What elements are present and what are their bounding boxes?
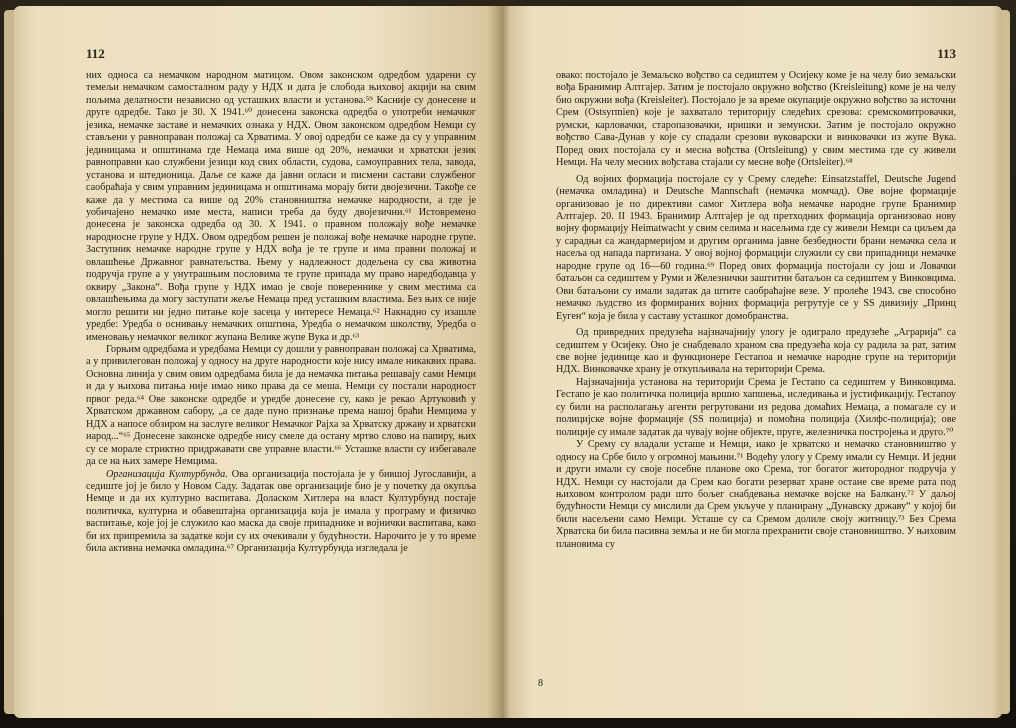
section-text: Ова организација постојала је у бившој Југославији, а седиште јој је било у Новом Саду. Задатак ове организације био је у почетку да окупља Немце и да их културно васпитава. Доласком Хитлера на власт Културбунд постаје политичка, културна и обавештајна организација која је имала у програму и физичко васпитање, које јој је служило као маска да своје припаднике и војнички васпитава, како би их припремила за задатке који су их очекивали у будућности. Нарочито је у то време била активна немачка омладина.⁶⁷ Организација Културбунда изгледала је xyxy=(86,468,476,555)
left-page-text xyxy=(86,70,476,556)
paragraph: Од привредних предузећа најзначајнију улогу је одиграло предузеће „Аграрија“ са седиштем у Осијеку. Оно је снабдевало храном сва предузећа која су радила за рат, затим све војне јединице као и функционере Гестапоа и немачке народне групе на територији НДХ. Винковачке храну је откупљивала на територији Срема. xyxy=(556,327,956,376)
paragraph xyxy=(86,469,476,556)
left-page-number: 112 xyxy=(86,46,105,61)
paragraph: Од војних формација постојале су у Срему следеће: Einsatzstaffel, Deutsche Jugend (немачка омладина) и Deutsche Mannschaft (немачка момчад). Ове војне формације организовао је по директиви самог Хитлера вођа немачке народне групе Бранимир Алтгајер. 20. II 1943. Бранимир Алтгајер је од претходних формација организовао нову војну формацију Heimatwacht у свим селима и насељима где су живели Немци са циљем да у сарадњи са жандармеријом и другим органима јавне безбедности брани немачка села и насеља од напада партизана. У овој војној формацији служили су сви припадници немачке народне групе од 16—60 година.⁶⁹ Поред ових формација постојали су још и Ловачки батаљон са седиштем у Руми и Железнички заштитни батаљон са седиштем у Винковцима. Ови батаљони су имали задатак да штите саобраћајне везе. У пролеће 1943. све способно немачко људство из формираних војних формација регрутује се у SS дивизију „Принц Еуген“ која је била у саставу усташког домобранства. xyxy=(556,173,956,322)
paragraph: Горњим одредбама и уредбама Немци су дошли у равноправан положај са Хрватима, а у привилегован положај у односу на друге народности које нису имале никаквих права. Основна линија у свим овим одредбама била је да немачка питања решавају сами Немци и да у њихова питања није имао нико права да се меша. Немци су постали народност првог реда.⁶⁴ Ове законске одредбе и уредбе донесене су, како је рекао Артуковић у Хрватском државном сабору, „а се даде пуно признање према нашој браћи Немцима у НДХ а напосе обзиром на заслуге великог Немачког Рајха за Хрватску државу и хрватски народ...“⁶⁵ Донесене законске одредбе нису смеле да остану мртво слово на папиру, њих су се морале стриктно придржавати све управне власти.⁶⁶ Усташке власти су избегавале да се на њих замере Немцима. xyxy=(86,343,476,468)
signature-mark: 8 xyxy=(538,678,543,689)
right-page-number: 113 xyxy=(937,46,956,61)
paragraph: Најзначајнија установа на територији Срема је Гестапо са седиштем у Винковцима. Гестапо је као политичка полиција вршио хапшења, иследивања и јустификацију. Гестапоу су били на располагању агенти регрутовани из редова домаћих Немаца, а помагале су и полицијске војне формације (SS полиција) и помоћна полиција (Хилфс-полиција); ове полиције су имале задатак да чувају војне објекте, пруге, железничка постројења и друго.⁷⁰ xyxy=(556,376,956,438)
right-page xyxy=(502,6,1002,718)
left-page xyxy=(14,6,502,718)
section-title: Организација Културбунда. xyxy=(106,468,228,480)
paragraph: них односа са немачком народном матицом. Овом законском одредбом ударени су темељи немачком самосталном раду у НДХ и дата је слобода њиховој акцији на свим пољима делатности независно од усташких власти и установа.⁵⁹ Касније су донесене и друге одредбе. Тако је 30. X 1941.⁶⁰ донесена законска одредба о употреби немачког језика, немачке заставе и немачких ознака у НДХ. Овом законском одредбом Немци су стављени у равноправан положај са Хрватима. У овој одредби се каже да су у управним јединицама и општинама где Немаца има више од 20%, немачки и хрватски језик равноправни као службени језици код свих области, судова, самоуправних тела, завода, установа и штедионица. Даље се каже да јавни огласи и писмени састави службеног саобраћаја у свим управним јединицама и општинама морају бити двојезични. Такође се каже да у местима са више од 20% становништва немачке народности, а где је уобичајено немачко име места, написи треба да буду двојезични.⁶¹ Истовремено донесена је законска одредба од 30. X 1941. о правном положају вође немачке народносне групе у НДХ. Овом одредбом решен је положај вође немачке народне групе. Заступник немачке народне групе у НДХ вођа је те групе и има правни положај и овлашћење Државног равнатељства. Њему у надлежност додељена су сва животна подручја групе а у унутрашњим пословима те групе припада му право наредбодавца у оквиру „Закона“. Вођа групе у НДХ имао је своје повереннике у свим местима са овлашћењима да могу заступати жеље Немаца пред усташким властима. Без њих се није могло решити ни једно питање које засеца у интересе Немаца.⁶² Накнадно су изашле уредбе: Уредба о оснивању немачких општина, Уредба о немачком школству, Уредба о именовању немачког великог жупана Велике жупе Вука и др.⁶³ xyxy=(86,70,476,343)
paragraph: овако: постојало је Земаљско вођство са седиштем у Осијеку коме је на челу био земаљски вођа Бранимир Алтгајер. Затим је постојало окружно вођство (Kreisleitung) коме је на челу био окружни вођа (Kreisleiter). Постојало је за време окупације окружно вођство за источни Срем (Ostsyrmien) које је захватало територију следећих срезова: сремскомитровачки, румски, карловачки, старопазовачки, иришки и земунски. Затим је постојало окружно вођство Сава-Дунав у које су спадали срезови вуковарски и винковачки из жупе Вука. Поред ових постојала су и месна вођства (Ortsleitung) у свим местима где су живели Немци. На челу месних вођстава стајали су месне вође (Ortsleiter).⁶⁸ xyxy=(556,70,956,169)
right-page-text xyxy=(556,70,956,551)
paragraph: У Срему су владали усташе и Немци, иако је хрватско и немачко становништво у односу на Србе било у огромној мањини.⁷¹ Водећу улогу у Срему имали су Немци. И једни и други имали су своје посебне планове око Срема, тог богатог житородног подручја у НДХ. Немци су настојали да Срем као богати резерват хране остане све време рата под њиховом контролом ради што бољег снабдевања немачке војске на Балкану.⁷² У даљој будућности Немци су мислили да Срем укључе у планирану „Дунавску државу“ у којој би били насељени само Немци. Усташе су са Сремом долиле своју житницу.⁷³ Без Срема Хрватска би била пасивна земља и не би могла прехранити своје становништво. У њиховим плановима су xyxy=(556,439,956,550)
